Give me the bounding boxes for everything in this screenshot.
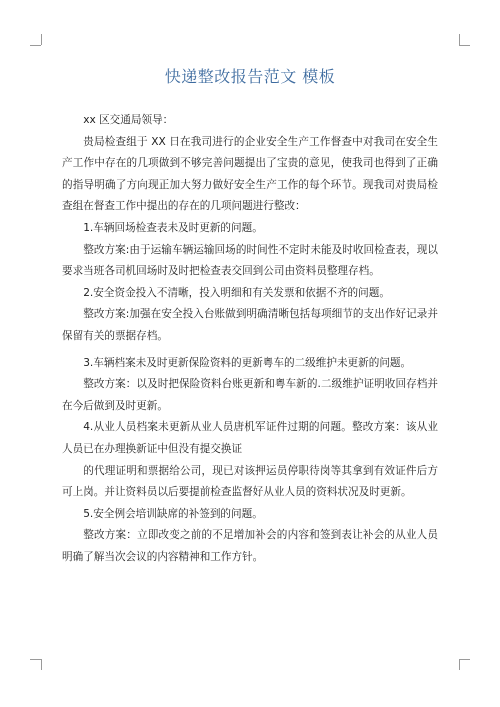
solution-4-continued: 的代理证明和票据给公司，现已对该押运员停职待岗等其拿到有效证件后方可上岗。并让资料员以后要提前检查监督好从业人员的资料状况及时更新。 bbox=[62, 464, 438, 499]
salutation: xx 区交通局领导： bbox=[83, 114, 174, 126]
issue-2: 2.安全资金投入不清晰，投入明细和有关发票和依据不齐的问题。 bbox=[83, 286, 390, 299]
issue-4: 4.从业人员档案未更新从业人员唐机军证件过期的问题。整改方案：该从业人员已在办理换新证中但没有提交换证 bbox=[62, 421, 438, 455]
solution-2: 整改方案:加强在安全投入台账做到明确清晰包括每项细节的支出作好记录并保留有关的票据存档。 bbox=[62, 308, 438, 342]
document-body bbox=[62, 110, 438, 568]
solution-1: 整改方案:由于运输车辆运输回场的时间性不定时未能及时收回检查表，现以要求当班各司机回场时及时把检查表交回到公司由资料员整理存档。 bbox=[62, 243, 438, 278]
issue-3: 3.车辆档案未及时更新保险资料的更新粤车的二级维护未更新的问题。 bbox=[83, 356, 412, 369]
solution-3: 整改方案：以及时把保险资料台账更新和粤车新的.二级维护证明收回存档并在今后做到及时更新。 bbox=[62, 378, 438, 412]
solution-5: 整改方案：立即改变之前的不足增加补会的内容和签到表让补会的从业人员明确了解当次会议的内容精神和工作方针。 bbox=[62, 529, 438, 563]
document-title: 快递整改报告范文 模板 bbox=[164, 67, 336, 86]
issue-5: 5.安全例会培训缺席的补签到的问题。 bbox=[83, 507, 263, 520]
issue-1: 1.车辆回场检查表未及时更新的问题。 bbox=[83, 221, 263, 234]
paragraph-intro: 贵局检查组于 XX 日在我司进行的企业安全生产工作督查中对我司在安全生产工作中存在的几项做到不够完善问题提出了宝贵的意见，使我司也得到了正确的指导明确了方向现正加大努力做好安全生产工作的每个环节。现我司对贵局检查组在督查工作中提出的存在的几项问题进行整改： bbox=[62, 135, 438, 213]
